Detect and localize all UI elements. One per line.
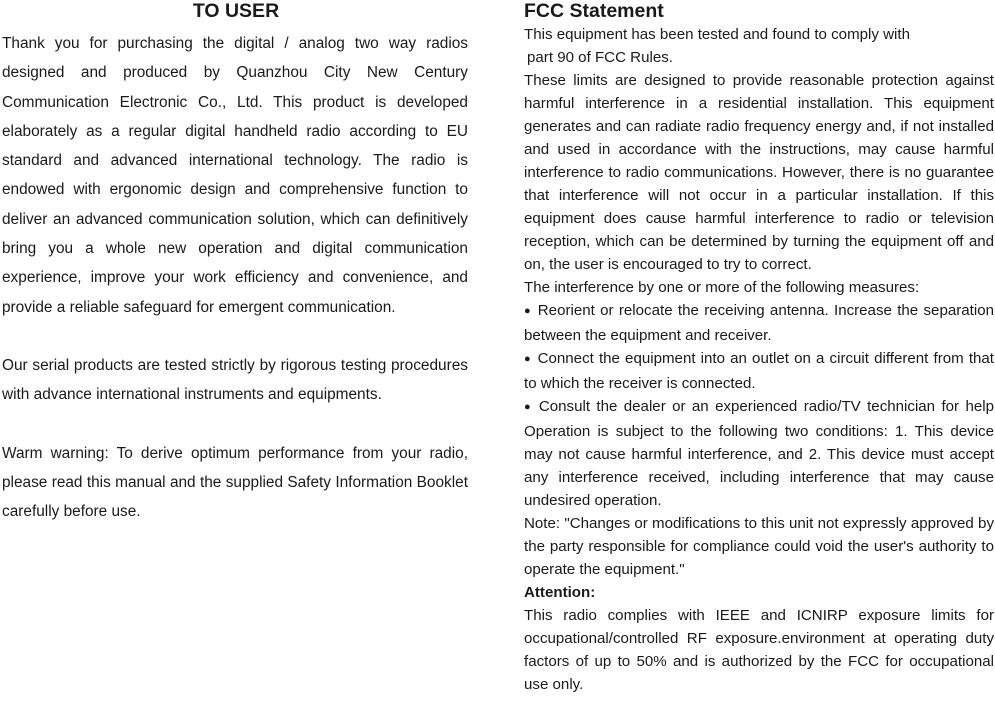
to-user-column — [2, 0, 468, 526]
fcc-measure-1: ● Reorient or relocate the receiving antenna. Increase the separation between the equipment and receiver. — [524, 299, 994, 347]
fcc-title: FCC Statement — [524, 0, 664, 22]
attention-paragraph: This radio complies with IEEE and ICNIRP exposure limits for occupational/controlled RF exposure.environment at operating duty factors of up to 50% and is authorized by the FCC for occupational use only. — [524, 607, 994, 693]
fcc-compliance-line: This equipment has been tested and found to comply with — [524, 26, 910, 43]
testing-paragraph: Our serial products are tested strictly by rigorous testing procedures with advance international instruments and equipments. — [2, 356, 468, 404]
attention-label: Attention: — [524, 584, 596, 601]
warning-paragraph: Warm warning: To derive optimum performance from your radio, please read this manual and the supplied Safety Information Booklet carefully before use. — [2, 444, 468, 521]
intro-paragraph: Thank you for purchasing the digital / analog two way radios designed and produced by Quanzhou City New Century Communication Electronic Co., Ltd. This product is developed elaborately as a regular digital handheld radio according to EU standard and advanced international technology. The radio is endowed with ergonomic design and comprehensive function to deliver an advanced communication solution, which can definitively bring you a whole new operation and digital communication experience, improve your work efficiency and convenience, and provide a reliable safeguard for emergent communication. — [2, 35, 468, 316]
to-user-title: TO USER — [192, 0, 280, 22]
fcc-measures-intro: The interference by one or more of the following measures: — [524, 279, 920, 296]
spacer — [2, 322, 468, 351]
fcc-note-paragraph: Note: "Changes or modifications to this unit not expressly approved by the party responsible for compliance could void the user's authority to operate the equipment." — [524, 515, 994, 578]
spacer — [2, 410, 468, 439]
fcc-measure-3: ● Consult the dealer or an experienced radio/TV technician for help Operation is subject to the following two conditions: 1. This device may not cause harmful interference, and 2. This device must accept any interference received, including interference that may cause undesired operation. — [524, 395, 994, 512]
fcc-limits-paragraph: These limits are designed to provide reasonable protection against harmful interference in a residential installation. This equipment generates and can radiate radio frequency energy and, if not installed and used in accordance with the instructions, may cause harmful interference to radio communications. However, there is no guarantee that interference will not occur in a particular installation. If this equipment does cause harmful interference to radio or television reception, which can be determined by turning the equipment off and on, the user is encouraged to try to correct. — [524, 72, 994, 273]
fcc-part-line: part 90 of FCC Rules. — [527, 49, 673, 66]
fcc-measure-2: ● Connect the equipment into an outlet on a circuit different from that to which the receiver is connected. — [524, 347, 994, 395]
fcc-statement-column — [524, 0, 994, 696]
